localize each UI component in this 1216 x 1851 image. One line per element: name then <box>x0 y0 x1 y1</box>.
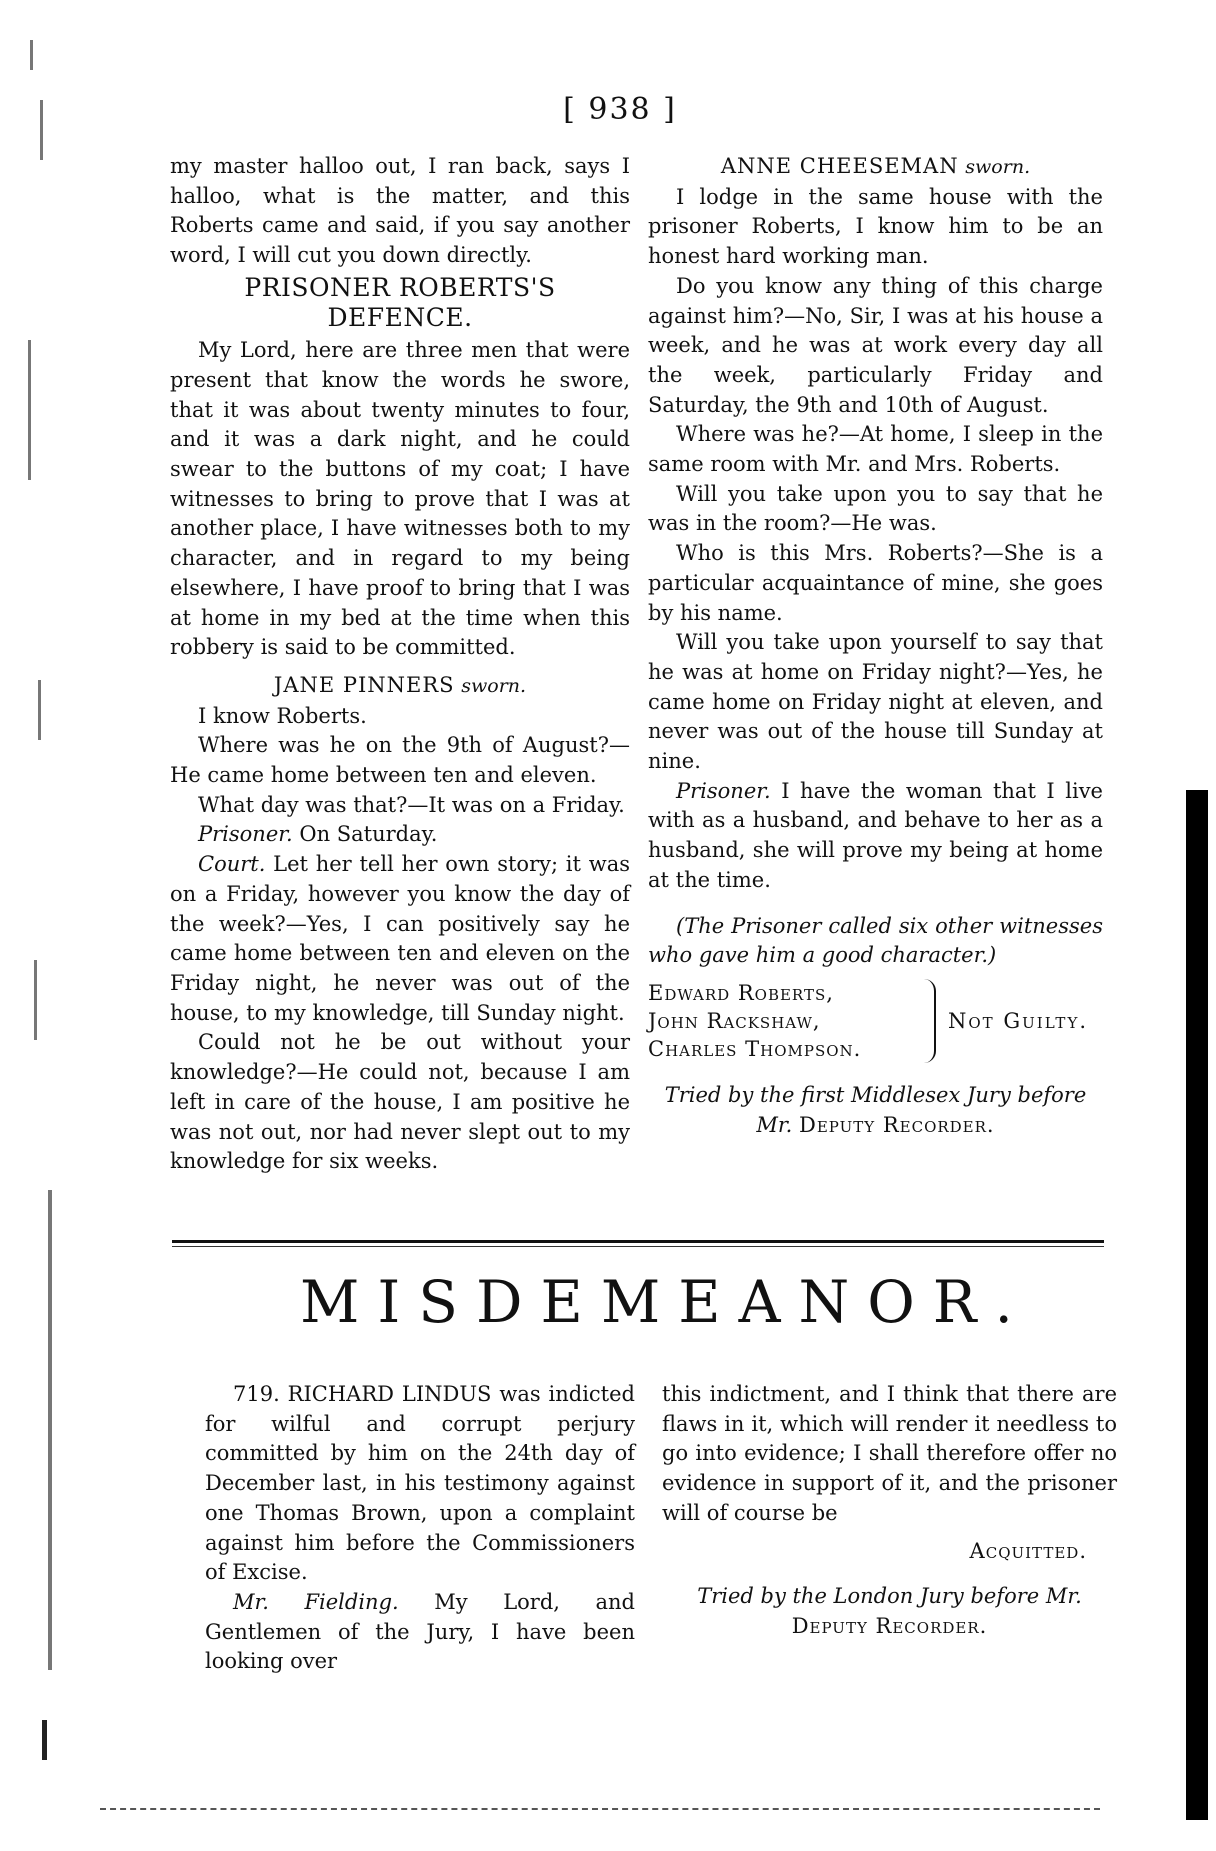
scan-edge-bar <box>1186 790 1208 1820</box>
testimony-paragraph: I know Roberts. <box>198 703 367 728</box>
defendant-name: Edward Roberts, <box>648 980 834 1005</box>
scan-margin-noise <box>18 40 68 1800</box>
testimony-paragraph: Will you take upon yourself to say that he was at home on Friday night?—Yes, he came home on Friday night at eleven, and never was out of the house till Sunday at nine. <box>648 630 1103 774</box>
page-number: [ 938 ] <box>563 92 677 127</box>
witness-name: ANNE CHEESEMAN <box>720 154 959 178</box>
section-heading: MISDEMEANOR. <box>300 1268 1031 1336</box>
defendant-name: Charles Thompson. <box>648 1036 862 1061</box>
indictment-paragraph: 719. RICHARD LINDUS was indicted for wilful and corrupt perjury committed by him on the 24th day of December last, in his testimony against one Thomas Brown, upon a complaint against him before the Commissioners of Excise. <box>205 1382 635 1585</box>
lower-right-column <box>662 1380 1117 1642</box>
counsel-paragraph <box>205 1588 635 1677</box>
speaker-label: Prisoner. <box>198 822 293 847</box>
witness-heading <box>170 671 630 702</box>
defendant-name: John Rackshaw, <box>648 1008 821 1033</box>
speaker-label: Prisoner. <box>676 778 771 803</box>
sworn-label: sworn. <box>461 674 527 697</box>
counsel-continuation: this indictment, and I think that there are flaws in it, which will render it needless to go into evidence; I shall therefore offer no evidence in support of it, and the prisoner will of course be <box>662 1382 1117 1525</box>
defence-heading: PRISONER ROBERTS'S DEFENCE. <box>244 272 556 332</box>
tried-by-line: Tried by the London Jury before Mr. <box>697 1584 1082 1609</box>
testimony-paragraph: Where was he on the 9th of August?—He came home between ten and eleven. <box>170 733 630 788</box>
verdict-block <box>648 979 1103 1067</box>
testimony-paragraph: Who is this Mrs. Roberts?—She is a particular acquaintance of mine, she goes by his name. <box>648 541 1103 625</box>
verdict-text: Not Guilty. <box>948 1008 1089 1033</box>
section-divider-thin <box>172 1246 1104 1247</box>
verdict-text: Acquitted. <box>969 1538 1087 1563</box>
speaker-text: My Lord, and Gentlemen of the Jury, I have been looking over <box>205 1589 636 1674</box>
left-column <box>170 152 630 1177</box>
tried-by-line: Tried by the first Middlesex Jury before <box>664 1082 1087 1107</box>
testimony-paragraph: What day was that?—It was on a Friday. <box>198 792 625 817</box>
speaker-text: I have the woman that I live with as a husband, and behave to her as a husband, she will prove my being at home at the time. <box>648 778 1103 892</box>
testimony-paragraph <box>648 777 1103 896</box>
testimony-paragraph: Do you know any thing of this charge against him?—No, Sir, I was at his house a week, and he was at work every day all the week, particularly Friday and Saturday, the 9th and 10th of August. <box>648 273 1103 417</box>
recorder-title: Deputy Recorder. <box>791 1613 988 1638</box>
right-column <box>648 152 1103 1140</box>
speaker-label: Mr. Fielding. <box>233 1589 399 1614</box>
speaker-label: Court. <box>198 852 266 877</box>
lower-left-column <box>205 1380 635 1677</box>
witnesses-note: (The Prisoner called six other witnesses who gave him a good character.) <box>648 913 1103 968</box>
defendant-list <box>648 979 861 1063</box>
testimony-paragraph: I lodge in the same house with the prisoner Roberts, I know him to be an honest hard working man. <box>648 184 1103 269</box>
testimony-paragraph: Could not he be out without your knowledge?—He could not, because I am left in care of the house, I am positive he was not out, nor had never slept out to my knowledge for six weeks. <box>170 1030 630 1174</box>
recorder-title: Deputy Recorder. <box>798 1112 995 1137</box>
speaker-text: Let her tell her own story; it was on a Friday, however you know the day of the week?—Yes, I can positively say he came home between ten and eleven on the Friday night, he never was out of the house, to my knowledge, till Sunday night. <box>170 852 630 1025</box>
tried-by-line <box>648 1111 1103 1141</box>
brace-bracket <box>916 979 936 1063</box>
defence-paragraph: My Lord, here are three men that were present that know the words he swore, that it was about twenty minutes to four, and it was a dark night, and he could swear to the buttons of my coat; I have witnesses to bring to prove that I was at another place, I have witnesses both to my character, and in regard to my being elsewhere, I have proof to bring that I was at home in my bed at the time when this robbery is said to be committed. <box>170 338 630 660</box>
testimony-paragraph: Will you take upon you to say that he was in the room?—He was. <box>648 481 1103 536</box>
scan-bottom-noise <box>100 1808 1100 1810</box>
witness-heading <box>648 152 1103 183</box>
witness-name: JANE PINNERS <box>273 672 455 697</box>
testimony-paragraph: Where was he?—At home, I sleep in the same room with Mr. and Mrs. Roberts. <box>648 422 1103 477</box>
testimony-paragraph <box>170 820 630 850</box>
continuation-paragraph: my master halloo out, I ran back, says I halloo, what is the matter, and this Roberts came and said, if you say another word, I will cut you down directly. <box>170 154 630 268</box>
testimony-paragraph <box>170 850 630 1028</box>
sworn-label: sworn. <box>965 156 1031 178</box>
tried-by-prefix: Mr. <box>756 1112 799 1137</box>
section-divider <box>172 1240 1104 1243</box>
speaker-text: On Saturday. <box>292 822 438 847</box>
